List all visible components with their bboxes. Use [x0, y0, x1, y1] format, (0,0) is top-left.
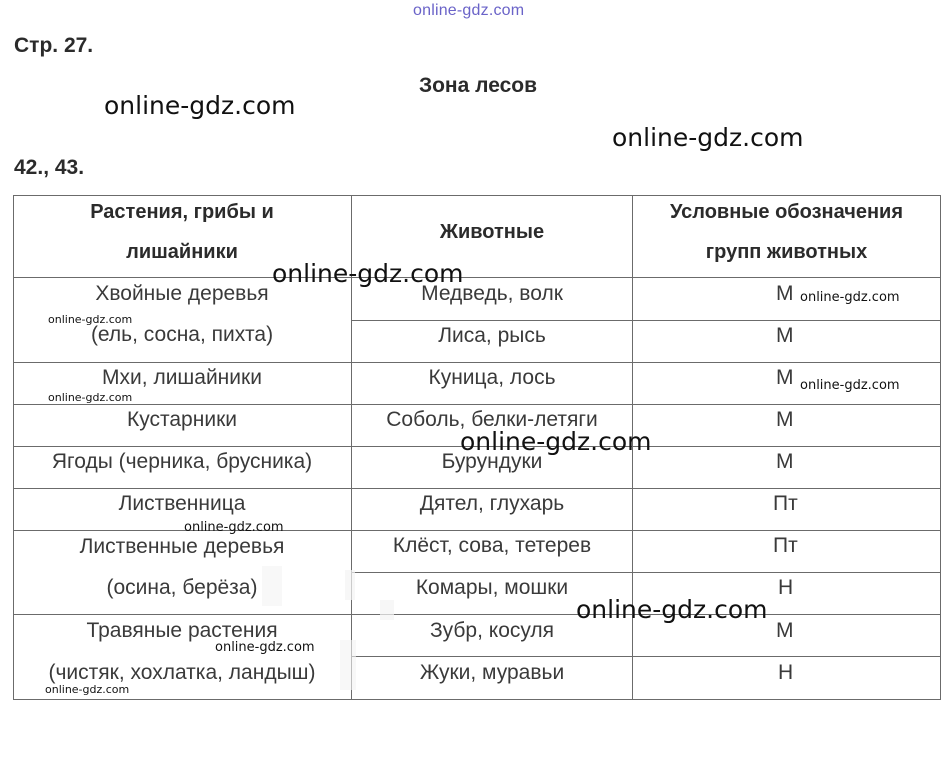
- symbol-cell: Пт: [773, 492, 798, 515]
- watermark: online-gdz.com: [460, 427, 652, 456]
- symbol-cell: Н: [778, 661, 794, 684]
- plant-cell: Мхи, лишайники: [102, 366, 262, 389]
- watermark: online-gdz.com: [104, 91, 296, 120]
- watermark-top: online-gdz.com: [413, 2, 525, 19]
- plant-cell: (ель, сосна, пихта): [90, 323, 274, 346]
- animal-cell: Комары, мошки: [415, 576, 569, 599]
- symbol-cell: М: [776, 619, 794, 642]
- plant-cell: (чистяк, хохлатка, ландыш): [48, 661, 316, 684]
- plant-cell: (осина, берёза): [106, 576, 258, 599]
- symbol-cell: М: [776, 450, 794, 473]
- plant-cell: Лиственные деревья: [79, 535, 285, 558]
- watermark: online-gdz.com: [48, 313, 133, 326]
- animal-cell: Медведь, волк: [421, 282, 563, 305]
- smudge: [345, 570, 355, 600]
- animal-cell: Лиса, рысь: [438, 324, 546, 347]
- page-title: Зона лесов: [418, 74, 538, 97]
- plant-cell: Хвойные деревья: [95, 282, 269, 305]
- plant-cell: Лиственница: [118, 492, 246, 515]
- watermark: online-gdz.com: [800, 378, 900, 393]
- header-plants: Растения, грибы и лишайники: [90, 201, 274, 263]
- plant-cell: Кустарники: [127, 408, 237, 431]
- header-animals: Животные: [439, 221, 545, 243]
- animal-cell: Зубр, косуля: [429, 619, 555, 642]
- symbol-cell: М: [776, 282, 794, 305]
- symbol-cell: Н: [778, 576, 794, 599]
- header-symbols: Условные обозначения групп животных: [669, 201, 904, 263]
- animal-cell: Куница, лось: [428, 366, 556, 389]
- symbol-cell: Пт: [773, 534, 798, 557]
- watermark: online-gdz.com: [800, 290, 900, 305]
- animal-cell: Клёст, сова, тетерев: [392, 534, 592, 557]
- page-number: Стр. 27.: [14, 34, 94, 57]
- symbol-cell: М: [776, 366, 794, 389]
- watermark: online-gdz.com: [184, 520, 284, 535]
- smudge: [380, 600, 394, 620]
- symbol-cell: М: [776, 324, 794, 347]
- symbol-cell: М: [776, 408, 794, 431]
- watermark: online-gdz.com: [612, 123, 804, 152]
- task-number: 42., 43.: [14, 156, 85, 179]
- watermark: online-gdz.com: [272, 259, 464, 288]
- plant-cell: Травяные растения: [86, 619, 278, 642]
- animal-cell: Бурундуки: [441, 450, 543, 473]
- smudge: [340, 640, 356, 690]
- animal-cell: Дятел, глухарь: [419, 492, 565, 515]
- smudge: [262, 566, 282, 606]
- watermark: online-gdz.com: [576, 595, 768, 624]
- animal-cell: Жуки, муравьи: [419, 661, 565, 684]
- watermark: online-gdz.com: [48, 391, 133, 404]
- watermark: online-gdz.com: [215, 640, 315, 655]
- plant-cell: Ягоды (черника, брусника): [51, 450, 313, 473]
- animal-cell: Соболь, белки-летяги: [386, 408, 598, 431]
- watermark: online-gdz.com: [45, 683, 130, 696]
